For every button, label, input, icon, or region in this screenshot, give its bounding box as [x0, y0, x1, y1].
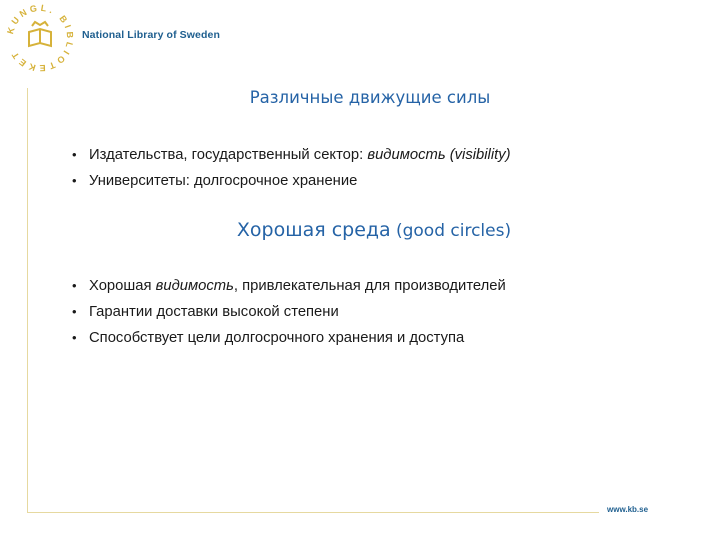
subtitle-main: Хорошая среда [236, 219, 391, 241]
slide-title: Различные движущие силы [249, 88, 491, 107]
bullet-emphasis: видимость [155, 278, 234, 294]
list-item [72, 168, 511, 194]
library-name: National Library of Sweden [82, 29, 220, 41]
footer-url[interactable]: www.kb.se [607, 505, 649, 514]
list-item [72, 142, 511, 168]
book-crown-icon [29, 22, 51, 46]
bullet-text: Хорошая [89, 278, 156, 294]
list-item [72, 299, 506, 325]
bullet-text: Гарантии доставки высокой степени [89, 304, 339, 320]
bullet-icon: • [72, 330, 77, 345]
kb-logo-icon [4, 2, 76, 74]
bullet-text: Университеты: долгосрочное хранение [89, 173, 358, 189]
bullet-icon: • [72, 304, 77, 319]
bullet-text: Способствует цели долгосрочного хранения и доступа [89, 330, 465, 346]
bullet-list-drivers [72, 142, 511, 194]
subtitle-latin: (good circles) [395, 221, 512, 241]
bullet-text-after: , привлекательная для производителей [233, 278, 506, 294]
list-item [72, 273, 506, 299]
slide-frame-left [27, 88, 28, 512]
slide-frame-bottom [27, 512, 599, 513]
bullet-icon: • [72, 147, 77, 162]
bullet-icon: • [72, 278, 77, 293]
bullet-text: Издательства, государственный сектор: [89, 147, 368, 163]
bullet-emphasis: видимость (visibility) [367, 147, 511, 163]
bullet-icon: • [72, 173, 77, 188]
logo-ring-text: KUNGL. BIBLIOTEKET [5, 2, 76, 74]
bullet-list-good-circles [72, 273, 506, 351]
section-subtitle [0, 219, 720, 242]
list-item [72, 325, 506, 351]
